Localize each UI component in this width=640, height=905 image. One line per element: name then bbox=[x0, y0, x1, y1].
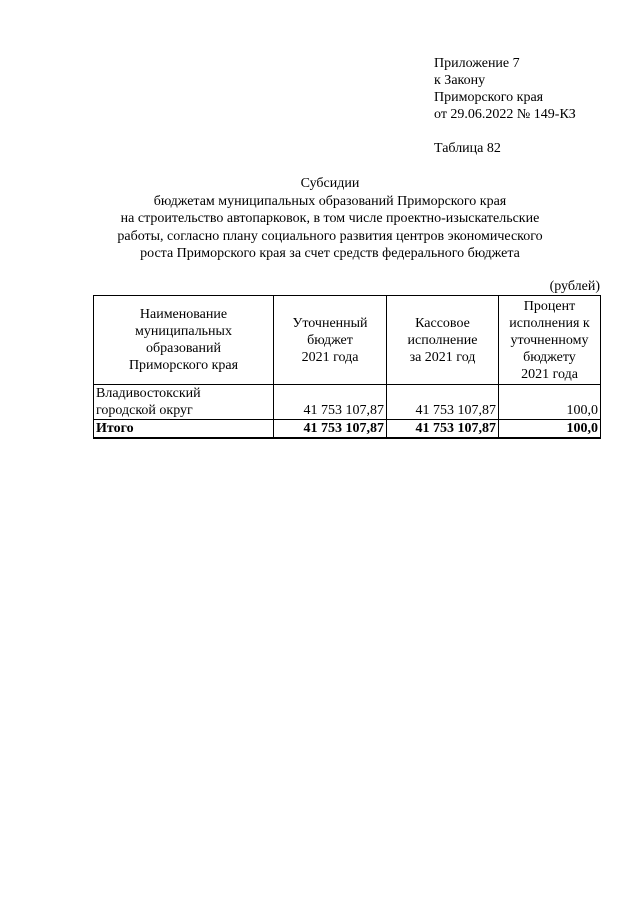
unit-label: (рублей) bbox=[549, 279, 600, 294]
header-line: 2021 года bbox=[301, 349, 359, 365]
total-label: Итого bbox=[94, 420, 274, 439]
cell-line: городской округ bbox=[96, 403, 193, 418]
header-line: Приморского края bbox=[128, 358, 239, 373]
appendix-line: от 29.06.2022 № 149-КЗ bbox=[434, 107, 576, 122]
appendix-line: Приложение 7 bbox=[434, 56, 520, 71]
cell-line: Владивостокский bbox=[96, 386, 201, 401]
header-execution bbox=[387, 296, 499, 385]
header-line: исполнения к bbox=[509, 315, 590, 331]
table-number: Таблица 82 bbox=[434, 141, 501, 156]
title-line: работы, согласно плану социального развития центров экономического bbox=[117, 228, 543, 244]
total-percent: 100,0 bbox=[499, 420, 601, 439]
cell-execution: 41 753 107,87 bbox=[387, 385, 499, 420]
header-percent bbox=[499, 296, 601, 385]
header-municipality bbox=[94, 296, 274, 385]
table-total-row bbox=[94, 420, 601, 439]
title-line: роста Приморского края за счет средств федерального бюджета bbox=[140, 246, 520, 261]
table-row bbox=[94, 385, 601, 420]
header-line: муниципальных bbox=[135, 324, 232, 339]
appendix-block bbox=[434, 55, 576, 123]
cell-municipality bbox=[94, 385, 274, 420]
header-line: Уточненный bbox=[292, 315, 368, 331]
header-line: бюджет bbox=[307, 332, 353, 348]
header-line: образований bbox=[146, 341, 221, 356]
cell-percent: 100,0 bbox=[499, 385, 601, 420]
appendix-line: Приморского края bbox=[434, 90, 544, 105]
table-header-row bbox=[94, 296, 601, 385]
header-line: за 2021 год bbox=[409, 349, 476, 365]
total-execution: 41 753 107,87 bbox=[387, 420, 499, 439]
subsidy-table bbox=[93, 295, 601, 439]
header-line: Кассовое bbox=[415, 315, 470, 331]
appendix-line: к Закону bbox=[434, 73, 486, 88]
header-line: 2021 года bbox=[521, 366, 578, 382]
header-line: Процент bbox=[523, 298, 576, 314]
total-budget: 41 753 107,87 bbox=[274, 420, 387, 439]
cell-budget: 41 753 107,87 bbox=[274, 385, 387, 420]
header-line: исполнение bbox=[407, 332, 478, 348]
document-title bbox=[60, 175, 600, 263]
title-line: Субсидии bbox=[300, 176, 360, 191]
header-line: уточненному bbox=[510, 332, 589, 348]
header-budget bbox=[274, 296, 387, 385]
title-line: бюджетам муниципальных образований Приморского края bbox=[153, 193, 507, 209]
header-line: Наименование bbox=[139, 307, 228, 322]
header-line: бюджету bbox=[523, 349, 576, 365]
title-line: на строительство автопарковок, в том числе проектно-изыскательские bbox=[120, 211, 540, 226]
